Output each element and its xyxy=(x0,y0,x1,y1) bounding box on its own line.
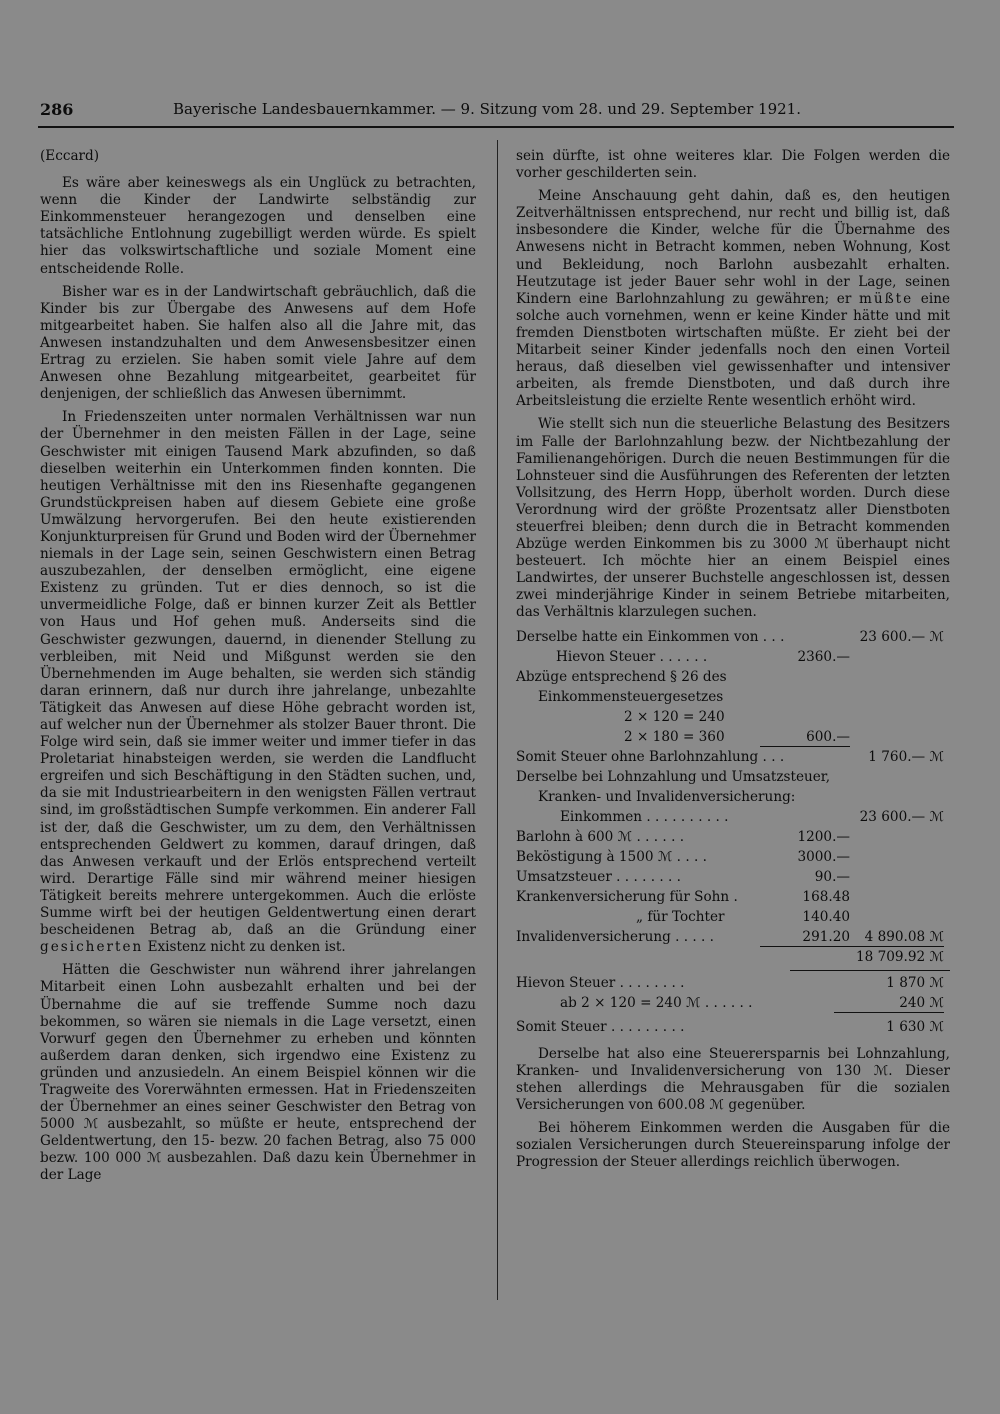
header-rule xyxy=(38,126,954,128)
calc-total: 18 709.92 ℳ xyxy=(855,948,944,965)
calc-label: Invalidenversicherung . . . . . xyxy=(516,928,714,945)
calc-row xyxy=(516,888,950,908)
calc-amount: 90.— xyxy=(814,868,850,885)
calc-label: Somit Steuer ohne Barlohnzahlung . . . xyxy=(516,748,785,765)
paragraph-text: Meine Anschauung geht dahin, daß es, den heutigen Zeitverhältnissen entsprechend, nur recht und billig ist, daß insbesondere die Kinder, welche für die Übernahme des Anwesens nicht in Betracht kommen, neben Wohnung, Kost und Bekleidung, noch Barlohn ausbezahlt erhalten. Heutzutage ist jeder Bauer sehr wohl in der Lage, seinen Kindern eine Barlohnzahlung zu gewähren; er xyxy=(516,188,950,307)
calc-label: 2 × 180 = 360 xyxy=(624,728,725,745)
paragraph: Es wäre aber keineswegs als ein Unglück zu betrachten, wenn die Kinder der Landwirte selbständig zur Einkommensteuer herangezogen und denselben eine tatsächliche Entlohnung zugebilligt werden würde. Es spielt hier das volkswirtschaftliche und soziale Moment eine entscheidende Rolle. xyxy=(40,175,476,277)
paragraph: Derselbe hat also eine Steuerersparnis bei Lohnzahlung, Kranken- und Invalidenversicherung von 130 ℳ. Dieser stehen allerdings die Mehrausgaben für die sozialen Versicherungen von 600.08 ℳ gegenüber. xyxy=(516,1045,950,1113)
calc-amount: 23 600.— ℳ xyxy=(859,628,944,645)
calc-row xyxy=(516,628,950,648)
speaker-label: (Eccard) xyxy=(40,148,100,164)
calc-row xyxy=(516,848,950,868)
calc-row xyxy=(516,648,950,668)
calc-label: Einkommen . . . . . . . . . . xyxy=(560,808,729,825)
paragraph xyxy=(516,188,950,410)
paragraph-text: In Friedenszeiten unter normalen Verhältnissen war nun der Übernehmer in den meisten Fällen in der Lage, seine Geschwister mit einigen Tausend Mark abzufinden, so daß dieselben weiterhin ein Unterkommen finden konnten. Die heutigen Verhältnisse mit den ins Riesenhafte gegangenen Grundstückpreisen haben auf diesem Gebiete eine große Umwälzung hervorgerufen. Bei den heute existierenden Konjunkturpreisen für Grund und Boden wird der Übernehmer niemals in der Lage sein, seinen Geschwistern einen Betrag auszubezahlen, der denselben ermöglicht, eine eigene Existenz zu gründen. Tut er dies dennoch, so ist die unvermeidliche Folge, daß er binnen kurzer Zeit als Bettler von Haus und Hof gehen muß. Anderseits sind die Geschwister gezwungen, dauernd, in dienender Stellung zu verbleiben, mit Neid und Mißgunst werden sie den Übernehmenden im Auge behalten, sie werden sich ständig daran erinnern, daß nur durch ihre jahrelange, unbezahlte Tätigkeit das Anwesen auf diese Höhe gebracht worden ist, auf welcher nun der Übernehmer als stolzer Bauer thront. Die Folge wird sein, daß sie immer weiter und immer tiefer in das Proletariat hinabsteigen werden, sie werden die Landflucht ergreifen und sich Beschäftigung in den Städten suchen, und, da sie mit Industriearbeitern in den wenigsten Fällen vertraut sind, im großstädtischen Sumpfe verkommen. Ein anderer Fall ist der, daß die Geschwister, um zu dem, den Verhältnissen entsprechenden Geldwert zu kommen, darauf dringen, daß das Anwesen verkauft und der Erlös entsprechend verteilt wird. Derartige Fälle sind mir während meiner hiesigen Tätigkeit bereits mehrere untergekommen. Auch die erlöste Summe wirft bei der heutigen Geldentwertung einen derart bescheidenen Betrag ab, daß an die Gründung einer xyxy=(40,409,476,939)
calc-label: Derselbe bei Lohnzahlung und Umsatzsteuer, xyxy=(516,768,831,785)
calc-row xyxy=(516,868,950,888)
calc-row xyxy=(516,994,950,1014)
calc-row xyxy=(516,828,950,848)
paragraph xyxy=(40,409,476,956)
calc-label: Barlohn à 600 ℳ . . . . . . xyxy=(516,828,685,845)
calc-label: Kranken- und Invalidenversicherung: xyxy=(538,788,796,805)
calc-amount: 291.20 xyxy=(760,928,850,947)
calc-label: Derselbe hatte ein Einkommen von . . . xyxy=(516,628,785,645)
right-column xyxy=(516,148,950,1177)
calc-label: Krankenversicherung für Sohn . xyxy=(516,888,738,905)
paragraph: Wie stellt sich nun die steuerliche Belastung des Besitzers im Falle der Barlohnzahlung bezw. der Nichtbezahlung der Familienangehörigen. Durch die neuen Bestimmungen für die Lohnsteuer sind die Ausführungen des Referenten der letzten Vollsitzung, des Herrn Hopp, überholt worden. Durch diese Verordnung wird der größte Prozentsatz aller Dienstboten steuerfrei bleiben; denn durch die in Betracht kommenden Abzüge werden Einkommen bis zu 3000 ℳ überhaupt nicht besteuert. Ich möchte hier an einem Beispiel eines Landwirtes, der unserer Buchstelle angeschlossen ist, dessen zwei minderjährige Kinder in seinem Betriebe mitarbeiten, das Verhältnis klarzulegen suchen. xyxy=(516,416,950,621)
left-column xyxy=(40,148,476,1191)
calc-row xyxy=(516,768,950,788)
calc-amount: 23 600.— ℳ xyxy=(859,808,944,825)
calc-row xyxy=(516,1018,950,1038)
calc-amount: 140.40 xyxy=(802,908,850,925)
paragraph: Hätten die Geschwister nun während ihrer jahrelangen Mitarbeit einen Lohn ausbezahlt erhalten und bei der Übernahme die auf sie treffende Summe noch dazu bekommen, so wären sie niemals in die Lage versetzt, einen Vorwurf gegen den Übernehmer zu erheben und könnten außerdem daran denken, sich irgendwo eine Existenz zu gründen und anzusiedeln. An einem Beispiel können wir die Tragweite des Vorerwähnten ermessen. Hat in Friedenszeiten der Übernehmer an eines seiner Geschwister den Betrag von 5000 ℳ ausbezahlt, so müßte er heute, entsprechend der Geldentwertung, den 15- bezw. 20 fachen Betrag, also 75 000 bezw. 100 000 ℳ ausbezahlen. Daß dazu kein Übernehmer in der Lage xyxy=(40,962,476,1184)
calc-row xyxy=(516,948,950,968)
calc-row xyxy=(516,748,950,768)
paragraph-text: eine solche auch vornehmen, wenn er keine Kinder hätte und mit fremden Dienstboten wirtschaften müßte. Er zieht bei der Mitarbeit seiner Kinder jedenfalls noch den einen Vorteil heraus, daß dieselben viel gewissenhafter und intensiver arbeiten, als fremde Dienstboten, und daß durch ihre Arbeitsleistung die erzielte Rente wesentlich erhöht wird. xyxy=(516,290,950,410)
page-number: 286 xyxy=(40,100,74,119)
calc-label: Umsatzsteuer . . . . . . . . xyxy=(516,868,681,885)
calc-label: Hievon Steuer . . . . . . xyxy=(556,648,708,665)
calc-label: ab 2 × 120 = 240 ℳ . . . . . . xyxy=(560,994,753,1011)
calc-label: Einkommensteuergesetzes xyxy=(538,688,724,705)
paragraph: Bisher war es in der Landwirtschaft gebräuchlich, daß die Kinder bis zur Übergabe des Anwesens auf dem Hofe mitgearbeitet haben. Sie halfen also all die Jahre mit, das Anwesen instandzuhalten und dem Anwesensbesitzer einen Ertrag zu erzielen. Sie haben somit viele Jahre auf dem Anwesen ohne Bezahlung mitgearbeitet, gearbeitet für denjenigen, der schließlich das Anwesen übernimmt. xyxy=(40,283,476,403)
emphasis-text: müßte xyxy=(858,290,914,307)
paragraph: Bei höherem Einkommen werden die Ausgaben für die sozialen Versicherungen durch Steuereinsparung infolge der Progression der Steuer allerdings reichlich überwogen. xyxy=(516,1119,950,1171)
calc-amount: 240 ℳ xyxy=(834,994,944,1013)
calc-row xyxy=(516,928,950,948)
calc-label: 2 × 120 = 240 xyxy=(624,708,725,725)
calc-row xyxy=(516,788,950,808)
tax-calculation xyxy=(516,628,950,1038)
calc-amount: 2360.— xyxy=(797,648,850,665)
calc-row xyxy=(516,708,950,728)
calc-amount: 1 870 ℳ xyxy=(886,974,944,991)
calc-amount: 1 760.— ℳ xyxy=(868,748,944,765)
page-header xyxy=(40,100,952,124)
calc-row xyxy=(516,668,950,688)
paragraph-text: Existenz nicht zu denken ist. xyxy=(147,939,346,956)
calc-label: Abzüge entsprechend § 26 des xyxy=(516,668,727,685)
calc-amount: 4 890.08 ℳ xyxy=(834,928,944,947)
calc-label: „ für Tochter xyxy=(636,908,725,925)
calc-amount: 3000.— xyxy=(797,848,850,865)
running-head: Bayerische Landesbauernkammer. — 9. Sitzung vom 28. und 29. September 1921. xyxy=(173,100,801,118)
calc-label: Beköstigung à 1500 ℳ . . . . xyxy=(516,848,707,865)
calc-amount: 168.48 xyxy=(802,888,850,905)
calc-label: Somit Steuer . . . . . . . . . xyxy=(516,1018,685,1035)
calc-row xyxy=(516,728,950,748)
calc-amount: 1 630 ℳ xyxy=(886,1018,944,1035)
calc-amount: 1200.— xyxy=(797,828,850,845)
calc-label: Hievon Steuer . . . . . . . . xyxy=(516,974,685,991)
paragraph: sein dürfte, ist ohne weiteres klar. Die Folgen werden die vorher geschilderten sein. xyxy=(516,148,950,182)
calc-row xyxy=(516,908,950,928)
calc-row xyxy=(516,808,950,828)
column-divider xyxy=(497,140,498,1300)
calc-row xyxy=(516,688,950,708)
emphasis-text: gesicherten xyxy=(40,939,144,956)
calc-row xyxy=(516,974,950,994)
calc-amount: 600.— xyxy=(760,728,850,747)
